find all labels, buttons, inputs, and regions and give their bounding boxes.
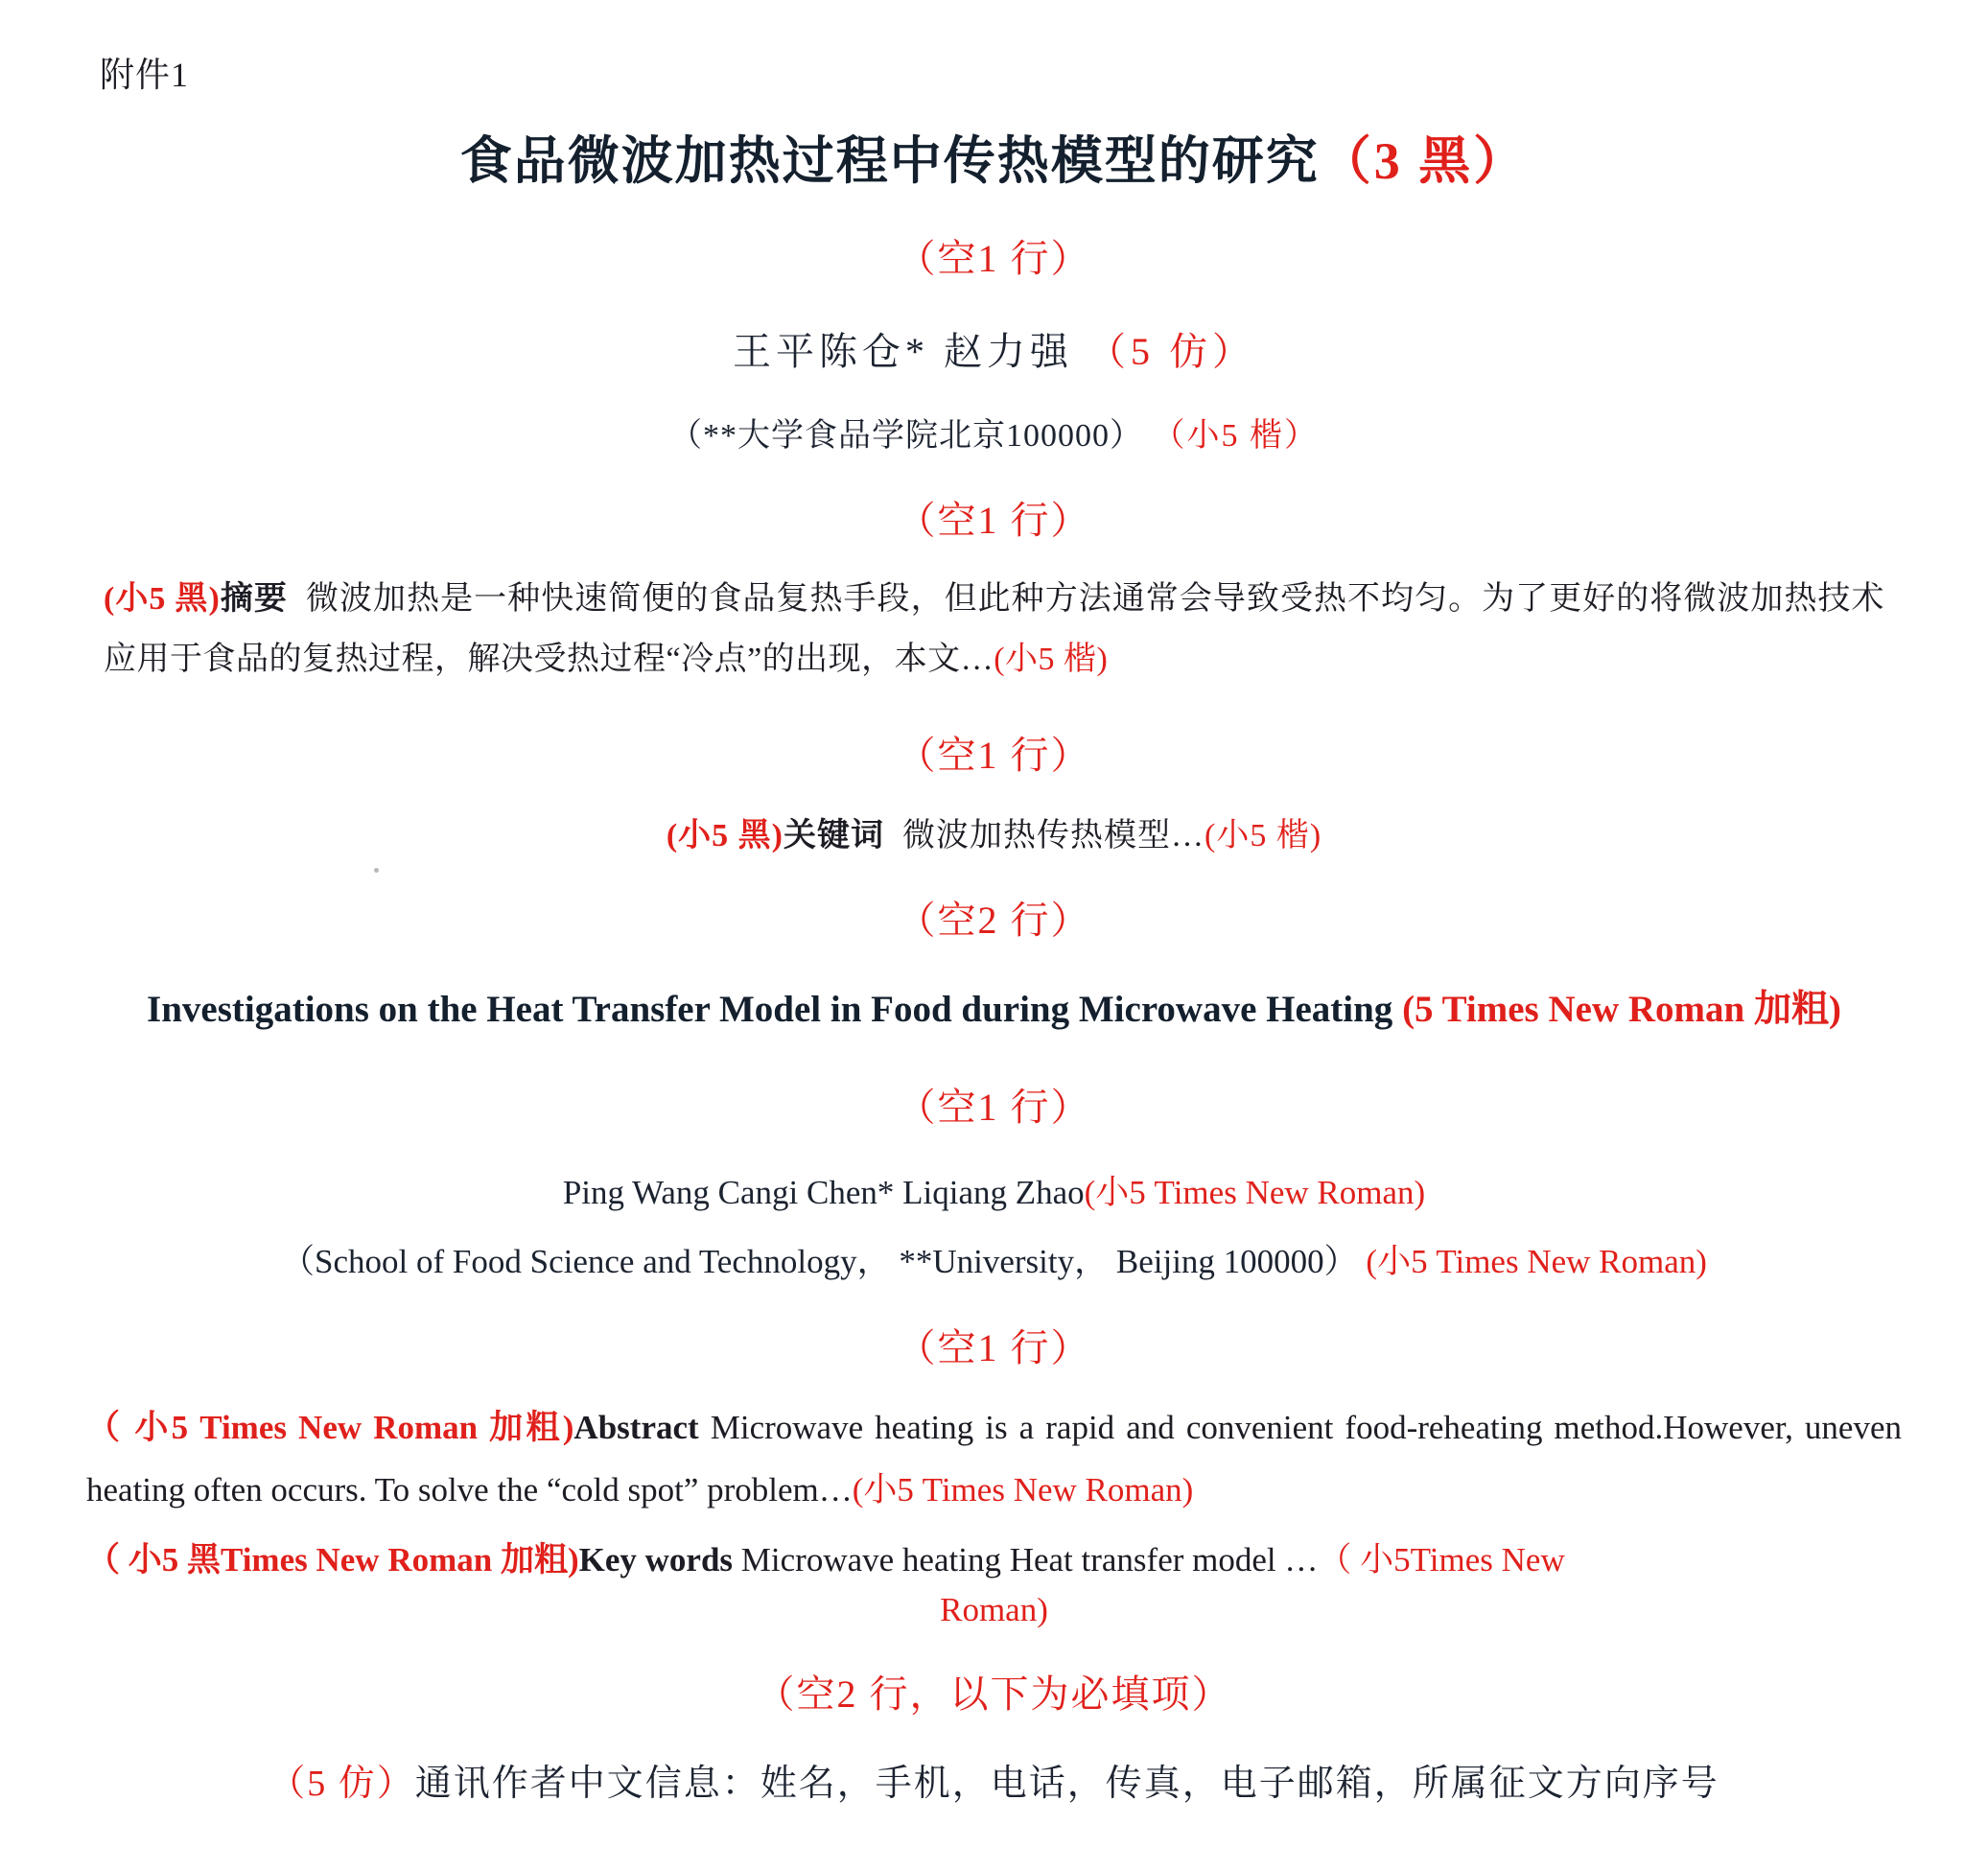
chinese-authors-text: 王平陈仓* 赵力强 <box>733 330 1073 373</box>
blank-line-note-7: （空2 行，以下为必填项） <box>756 1672 1232 1717</box>
english-keywords-format-note-lead: （ 小5 黑Times New Roman 加粗) <box>86 1540 579 1579</box>
english-affiliation-text: （School of Food Science and Technology， **University， Beijing 100000） <box>281 1243 1358 1281</box>
chinese-abstract-label: 摘要 <box>220 581 288 617</box>
english-title <box>86 977 1902 1042</box>
chinese-keywords-format-note-tail: (小5 楷) <box>1204 817 1322 854</box>
english-abstract <box>86 1397 1902 1522</box>
chinese-title <box>86 120 1902 194</box>
stray-dot-mark <box>374 868 379 873</box>
english-affiliation-format-note: (小5 Times New Roman) <box>1366 1243 1707 1281</box>
english-keywords-text: Microwave heating Heat transfer model … <box>740 1540 1319 1579</box>
chinese-keywords-text: 微波加热传热模型… <box>902 817 1204 854</box>
english-abstract-format-note-tail: (小5 Times New Roman) <box>852 1470 1194 1508</box>
english-keywords-format-note-tail-2: Roman) <box>940 1591 1048 1629</box>
corresponding-author-line <box>86 1753 1902 1806</box>
blank-line-note-5: （空1 行） <box>897 1086 1091 1130</box>
chinese-affiliation-format-note: （小5 楷） <box>1152 418 1319 454</box>
english-keywords <box>86 1530 1902 1592</box>
chinese-keywords <box>86 808 1902 855</box>
chinese-abstract-format-note-lead: (小5 黑) <box>104 581 221 617</box>
chinese-keywords-format-note-lead: (小5 黑) <box>666 817 784 854</box>
english-keywords-format-note-tail-wrap <box>86 1591 1902 1629</box>
chinese-authors-format-note: （5 仿） <box>1088 330 1255 373</box>
chinese-title-format-note: （3 黑） <box>1319 132 1529 190</box>
attachment-label: 附件1 <box>100 56 190 94</box>
english-abstract-label: Abstract <box>573 1409 699 1447</box>
chinese-keywords-label: 关键词 <box>784 817 884 854</box>
chinese-abstract-format-note-tail: (小5 楷) <box>994 641 1109 677</box>
blank-line-note-4: （空2 行） <box>897 898 1091 942</box>
blank-line-note-2: （空1 行） <box>897 499 1091 542</box>
blank-line-note-6: （空1 行） <box>897 1326 1091 1370</box>
english-authors-format-note: (小5 Times New Roman) <box>1084 1174 1426 1212</box>
blank-line-note-3: （空1 行） <box>897 733 1091 777</box>
english-keywords-format-note-tail-1: （ 小5Times New <box>1318 1540 1565 1579</box>
corresponding-author-text: 通讯作者中文信息：姓名，手机，电话，传真，电子邮箱，所属征文方向序号 <box>414 1764 1719 1805</box>
english-title-format-note: (5 Times New Roman 加粗) <box>1402 988 1841 1030</box>
chinese-authors <box>86 321 1902 376</box>
english-abstract-text: Microwave heating is a rapid and convenient food-reheating method.However, uneven heating often occurs. To solve the “cold spot” problem… <box>86 1409 1902 1508</box>
corresponding-author-format-note: （5 仿） <box>269 1764 415 1805</box>
blank-line-note-1: （空1 行） <box>897 237 1091 280</box>
english-keywords-label: Key words <box>578 1540 734 1579</box>
english-title-text: Investigations on the Heat Transfer Model in Food during Microwave Heating <box>147 988 1393 1030</box>
english-authors <box>86 1166 1902 1214</box>
chinese-affiliation-text: （**大学食品学院北京100000） <box>669 418 1143 454</box>
chinese-abstract-text: 微波加热是一种快速简便的食品复热手段，但此种方法通常会导致受热不均匀。为了更好的将微波加热技术应用于食品的复热过程，解决受热过程“冷点”的出现，本文… <box>104 581 1885 677</box>
chinese-title-text: 食品微波加热过程中传热模型的研究 <box>459 132 1320 190</box>
english-affiliation <box>86 1235 1902 1283</box>
chinese-affiliation <box>86 409 1902 456</box>
english-abstract-format-note-lead: （ 小5 Times New Roman 加粗) <box>86 1409 574 1447</box>
chinese-abstract <box>86 570 1902 690</box>
english-authors-text: Ping Wang Cangi Chen* Liqiang Zhao <box>562 1174 1085 1212</box>
